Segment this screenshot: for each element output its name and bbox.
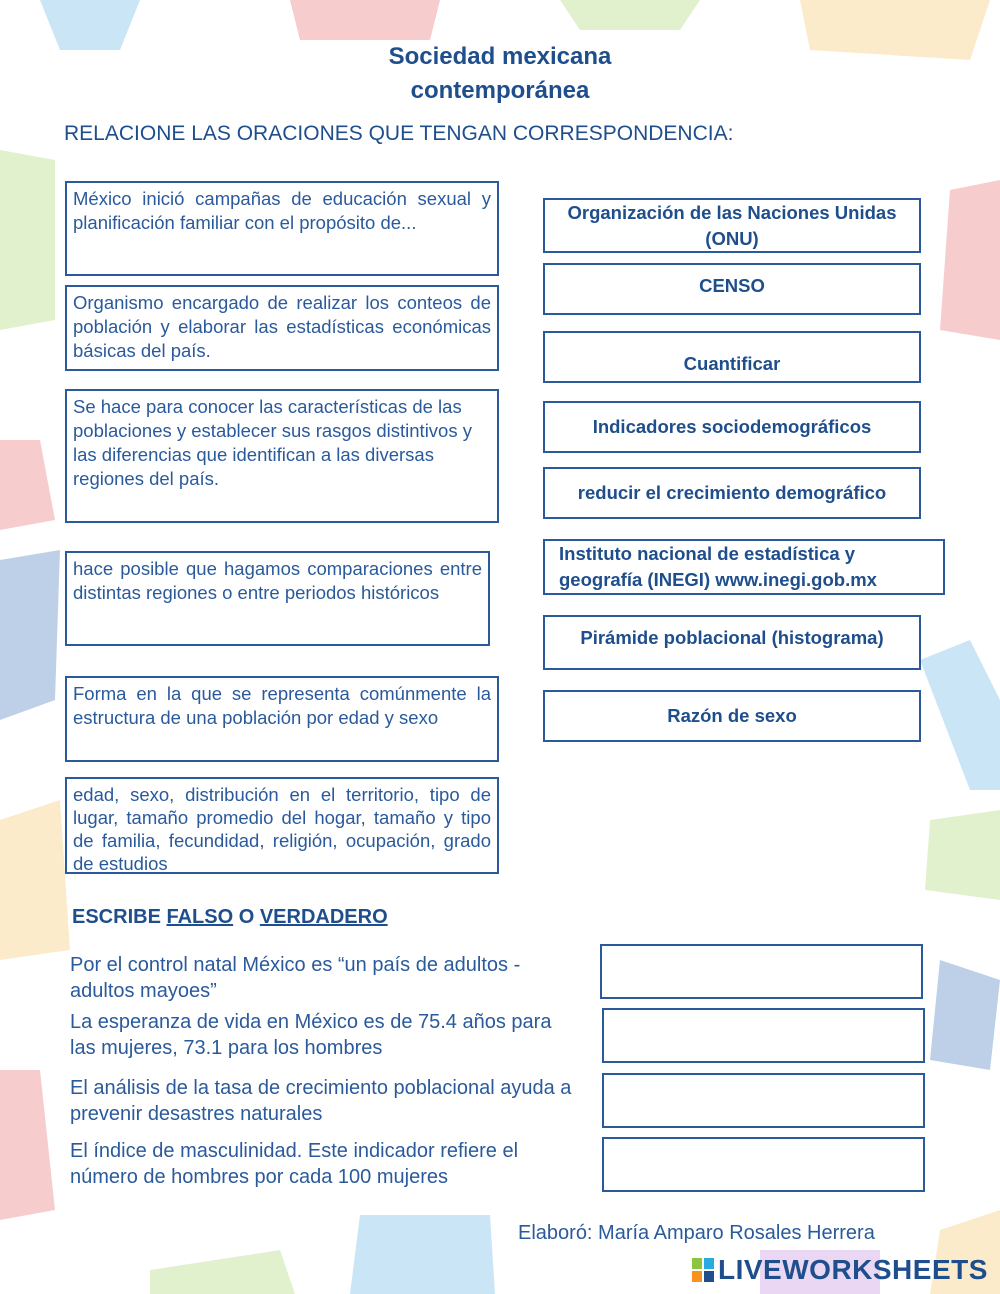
tf-question-2: La esperanza de vida en México es de 75.4 años para las mujeres, 73.1 para los hombres [70,1011,552,1059]
deco-piece [290,0,440,40]
tf-answer-input-2[interactable] [602,1008,925,1063]
statement-box-6[interactable]: edad, sexo, distribución en el territorio, tipo de lugar, tamaño promedio del hogar, tamaño y tipo de familia, fecundidad, religión, ocupación, grado de estudios [65,777,499,874]
title-line-2: contemporánea [410,77,590,104]
tf-question-3: El análisis de la tasa de crecimiento poblacional ayuda a prevenir desastres naturales [70,1077,572,1125]
deco-piece [150,1250,295,1294]
deco-piece [40,0,140,50]
heading-verdadero: VERDADERO [259,906,388,928]
tf-question-1: Por el control natal México es “un país de adultos - adultos mayoes” [70,954,521,1002]
answer-box-onu[interactable]: Organización de las Naciones Unidas (ONU) [543,198,921,253]
answer-box-inegi[interactable]: Instituto nacional de estadística y geografía (INEGI) www.inegi.gob.mx [543,539,945,595]
deco-piece [925,810,1000,900]
true-false-heading [72,906,388,929]
title-line-1: Sociedad mexicana [388,43,612,70]
statement-box-3[interactable]: Se hace para conocer las características de las poblaciones y establecer sus rasgos distintivos y las diferencias que identifican a las diversas regiones del país. [65,389,499,523]
deco-piece [350,1215,495,1294]
matching-instruction: RELACIONE LAS ORACIONES QUE TENGAN CORRESPONDENCIA: [64,122,734,145]
deco-piece [560,0,700,30]
author-credit: Elaboró: María Amparo Rosales Herrera [518,1222,875,1244]
answer-box-piramide[interactable]: Pirámide poblacional (histograma) [543,615,921,670]
deco-piece [800,0,990,60]
tf-answer-input-4[interactable] [602,1137,925,1192]
answer-box-reducir[interactable]: reducir el crecimiento demográfico [543,467,921,519]
deco-piece [930,960,1000,1070]
answer-box-censo[interactable]: CENSO [543,263,921,315]
deco-piece [0,800,70,960]
answer-box-cuantificar[interactable]: Cuantificar [543,331,921,383]
tf-answer-input-1[interactable] [600,944,923,999]
deco-piece [0,150,55,330]
liveworksheets-icon [692,1258,714,1282]
heading-falso: FALSO [166,906,234,928]
answer-box-razon[interactable]: Razón de sexo [543,690,921,742]
deco-piece [920,640,1000,790]
heading-o: O [238,906,255,928]
statement-box-4[interactable]: hace posible que hagamos comparaciones entre distintas regiones o entre periodos históricos [65,551,490,646]
deco-piece [0,550,60,720]
statement-box-5[interactable]: Forma en la que se representa comúnmente la estructura de una población por edad y sexo [65,676,499,762]
deco-piece [0,440,55,530]
page-title [300,40,700,108]
answer-box-indicadores[interactable]: Indicadores sociodemográficos [543,401,921,453]
statement-box-1[interactable]: México inició campañas de educación sexual y planificación familiar con el propósito de... [65,181,499,276]
tf-question-4: El índice de masculinidad. Este indicador refiere el número de hombres por cada 100 mujeres [70,1140,519,1188]
brand-text: LIVEWORKSHEETS [718,1254,988,1285]
deco-piece [0,1070,55,1220]
deco-piece [940,180,1000,340]
heading-start: ESCRIBE [72,906,161,928]
tf-answer-input-3[interactable] [602,1073,925,1128]
statement-box-2[interactable]: Organismo encargado de realizar los conteos de población y elaborar las estadísticas económicas básicas del país. [65,285,499,371]
liveworksheets-logo[interactable] [692,1254,988,1286]
